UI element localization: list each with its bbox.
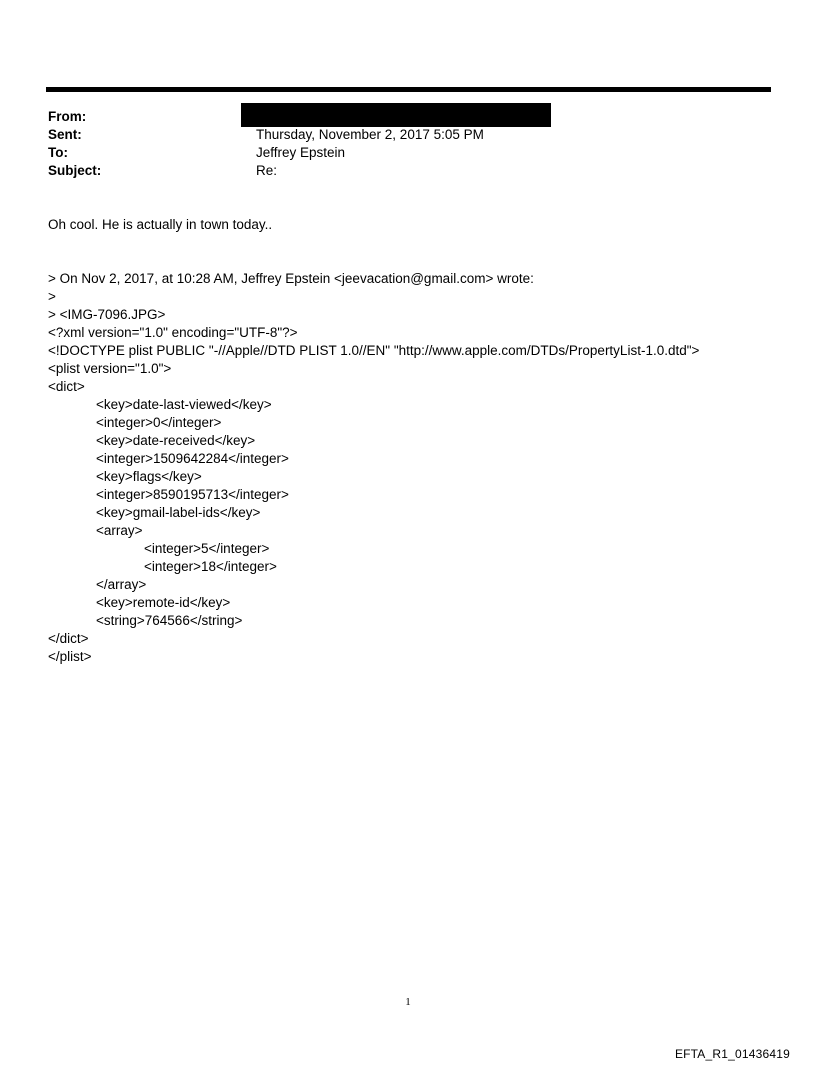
to-row [48,144,748,162]
to-value: Jeffrey Epstein [256,145,346,160]
quoted-line: <integer>5</integer> [144,541,270,556]
quoted-line: <integer>18</integer> [144,559,277,574]
quoted-line: <key>flags</key> [96,469,202,484]
quoted-text [48,270,788,666]
from-row [48,108,748,126]
quoted-line: <string>764566</string> [96,613,243,628]
quoted-line: </plist> [48,649,92,664]
subject-label: Subject: [48,163,102,178]
quoted-line: </array> [96,577,147,592]
quoted-line: </dict> [48,631,89,646]
quoted-line: > [48,289,56,304]
quoted-line: <integer>0</integer> [96,415,222,430]
header-divider-rule [46,87,771,92]
quoted-line: > <IMG-7096.JPG> [48,307,166,322]
message-body: Oh cool. He is actually in town today.. [48,217,273,232]
subject-value: Re: [256,163,278,178]
quoted-line: <key>gmail-label-ids</key> [96,505,261,520]
subject-row [48,162,748,180]
from-label: From: [48,109,87,124]
quoted-line: <dict> [48,379,85,394]
email-header [48,108,748,180]
quoted-line: <array> [96,523,143,538]
sent-value: Thursday, November 2, 2017 5:05 PM [256,127,484,142]
sent-label: Sent: [48,127,82,142]
bates-number: EFTA_R1_01436419 [674,1047,790,1061]
quoted-line: <key>date-last-viewed</key> [96,397,272,412]
quoted-line: > On Nov 2, 2017, at 10:28 AM, Jeffrey Epstein <jeevacation@gmail.com> wrote: [48,271,534,286]
to-label: To: [48,145,68,160]
quoted-line: <key>date-received</key> [96,433,256,448]
quoted-line: <plist version="1.0"> [48,361,172,376]
quoted-line: <integer>1509642284</integer> [96,451,289,466]
quoted-line: <?xml version="1.0" encoding="UTF-8"?> [48,325,298,340]
quoted-line: <key>remote-id</key> [96,595,231,610]
sent-row [48,126,748,144]
redaction-bar [241,103,551,127]
quoted-line: <integer>8590195713</integer> [96,487,289,502]
page-number: 1 [405,996,411,1008]
quoted-line: <!DOCTYPE plist PUBLIC "-//Apple//DTD PLIST 1.0//EN" "http://www.apple.com/DTDs/PropertyList-1.0.dtd"> [48,343,700,358]
